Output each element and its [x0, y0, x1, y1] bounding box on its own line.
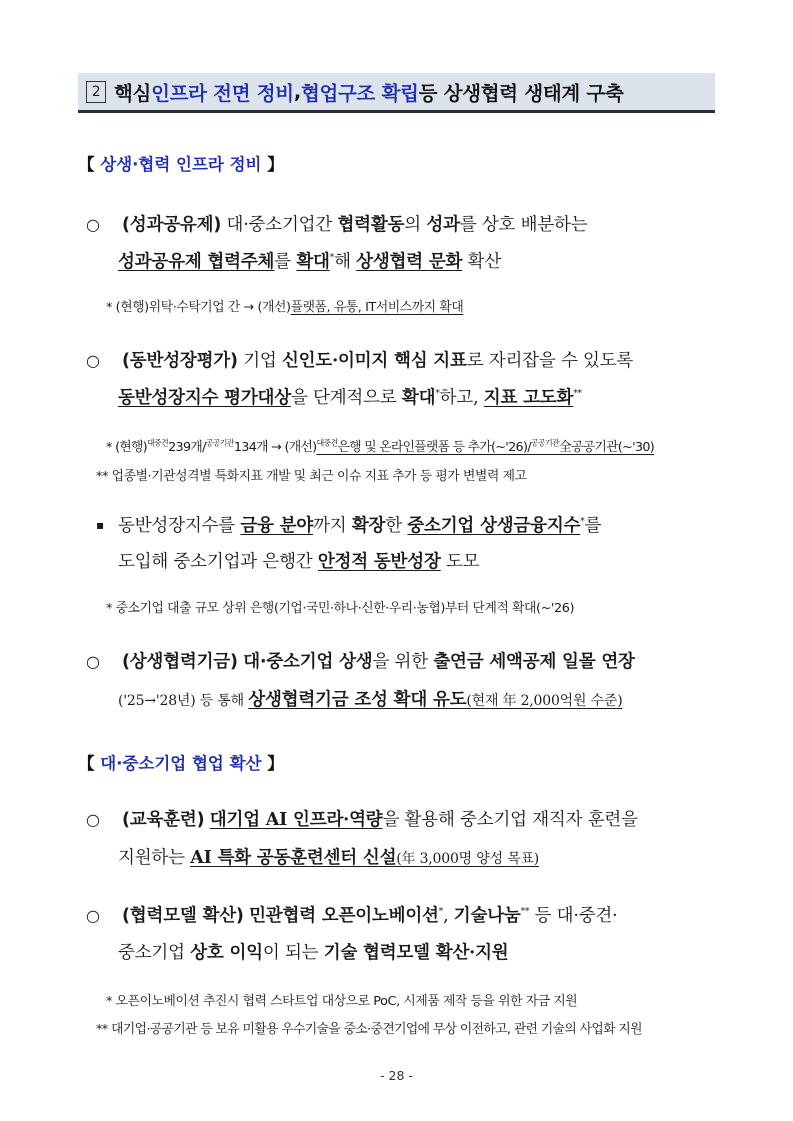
item4-line1	[86, 648, 635, 673]
section-header	[78, 73, 715, 113]
bold-text: 민관협력 오픈이노베이션	[249, 906, 439, 926]
item1-note	[106, 296, 463, 315]
text: 등 대·중견·	[529, 906, 618, 926]
bold-text: 기술 협력모델 확산·지원	[323, 943, 509, 963]
footnote-mark: *	[580, 517, 585, 528]
item2-note2: ** 업종별·기관성격별 특화지표 개발 및 최근 이슈 지표 추가 등 평가 변별력 제고	[96, 469, 527, 484]
text: 를 상호 배분하는	[459, 215, 588, 235]
superscript: 공공기관	[205, 438, 234, 448]
bracket-open: 【	[78, 754, 101, 773]
circle-bullet: ○	[86, 652, 100, 671]
text: 의	[404, 215, 427, 235]
bold-text: 출연금 세액공제 일몰 연장	[433, 652, 635, 672]
header-text-2: ,	[293, 80, 301, 103]
text: 기업	[237, 351, 282, 371]
item3-line1	[96, 512, 601, 537]
item1-line2	[118, 248, 501, 273]
item2-note1	[106, 436, 654, 455]
underlined-text: 중소기업 상생금융지수	[407, 516, 581, 536]
underlined-text: 확대	[296, 252, 330, 272]
superscript: 대중견	[146, 438, 169, 448]
subheading-title: 상생·협력 인프라 정비	[100, 155, 262, 174]
bracket-close: 】	[261, 155, 284, 174]
underlined-text: 대기업 AI 인프라·역량	[209, 810, 383, 830]
section-number: 2	[86, 81, 106, 103]
text: 를	[584, 516, 602, 536]
bold-text: 확대	[401, 388, 436, 408]
circle-bullet: ○	[86, 351, 100, 370]
text: 지원하는	[118, 848, 191, 868]
item6-line1	[86, 902, 618, 927]
text: ('25→'28년) 등 통해	[118, 693, 249, 709]
item3-note: * 중소기업 대출 규모 상위 은행(기업·국민·하나·신한·우리·농협)부터 단계적 확대(~'26)	[106, 601, 575, 616]
item4-line2	[118, 686, 622, 711]
item5-label: (교육훈련)	[122, 810, 205, 830]
item6-note1: * 오픈이노베이션 추진시 협력 스타트업 대상으로 PoC, 시제품 제작 등을 위한 자금 지원	[106, 994, 578, 1009]
header-text-3: 등 상생협력 생태계 구축	[418, 81, 624, 105]
text: 도입해 중소기업과 은행간	[118, 552, 318, 572]
text: 확산	[462, 252, 502, 272]
text: 을 활용해 중소기업 재직자 훈련을	[382, 810, 638, 830]
underlined-text: 금융 분야	[240, 516, 314, 536]
text: 239개/	[168, 440, 206, 455]
text: 도모	[440, 552, 480, 572]
item1-line1	[86, 211, 587, 236]
text: 한	[385, 516, 408, 536]
underlined-text: (年 3,000명 양성 목표)	[396, 851, 540, 867]
underlined-text: 지표 고도화	[483, 388, 574, 408]
underlined-text: 상생협력기금 조성 확대 유도	[248, 690, 467, 710]
header-highlight-2: 협업구조 확립	[300, 81, 419, 105]
header-highlight-1: 인프라 전면 정비	[151, 81, 294, 105]
item5-line1	[86, 806, 638, 831]
bold-text: 협력활동	[337, 215, 405, 235]
text: * (현행)	[106, 440, 147, 455]
item2-line2	[118, 384, 582, 409]
circle-bullet: ○	[86, 810, 100, 829]
footnote-mark: **	[573, 389, 582, 400]
circle-bullet: ○	[86, 906, 100, 925]
text: 대·중소기업간	[221, 215, 338, 235]
underlined-text: 플랫폼, 유통, IT서비스까지 확대	[290, 300, 464, 315]
item6-note2: ** 대기업·공공기관 등 보유 미활용 우수기술을 중소·중견기업에 무상 이전하고, 관련 기술의 사업화 지원	[96, 1022, 642, 1037]
text: * (현행)위탁·수탁기업 간 → (개선)	[106, 300, 291, 315]
subheading-title: 대·중소기업 협업 확산	[100, 754, 262, 773]
text: 동반성장지수를	[118, 516, 241, 536]
text: 해	[334, 252, 357, 272]
page-number: - 28 -	[380, 1068, 413, 1083]
item3-line2	[118, 548, 479, 573]
text: ,	[443, 906, 454, 926]
bracket-close: 】	[261, 754, 284, 773]
underlined-text: 동반성장지수 평가대상	[118, 388, 291, 408]
text: 을 위한	[372, 652, 434, 672]
bold-text: 신인도·이미지 핵심 지표	[281, 351, 467, 371]
superscript: 공공기관	[530, 438, 560, 448]
bracket-open: 【	[78, 155, 101, 174]
footnote-mark: *	[438, 907, 444, 918]
underlined-text: AI 특화 공동훈련센터 신설	[190, 848, 397, 868]
footnote-mark: *	[435, 389, 440, 400]
item2-line1	[86, 347, 633, 372]
item4-label: (상생협력기금)	[122, 652, 238, 672]
subheading-collaboration	[78, 750, 284, 774]
text: 중소기업	[118, 943, 191, 963]
bold-text: 상호 이익	[190, 943, 263, 963]
text: 을 단계적으로	[290, 388, 402, 408]
item6-line2	[118, 939, 508, 964]
bold-text: 확장	[351, 516, 386, 536]
bold-text: 성과	[426, 215, 460, 235]
item5-line2	[118, 844, 539, 869]
square-bullet: ▪	[96, 518, 104, 532]
text: 를	[274, 252, 297, 272]
underlined-text: 상생협력 문화	[356, 252, 463, 272]
text: 134개 → (개선)	[233, 440, 317, 455]
underlined-text: 성과공유제 협력주체	[118, 252, 275, 272]
item1-label: (성과공유제)	[122, 215, 222, 235]
text: 하고,	[439, 388, 484, 408]
underlined-text: 은행 및 온라인플랫폼 등 추가(~'26)/	[337, 440, 531, 455]
bold-text: 기술나눔	[453, 906, 521, 926]
item2-label: (동반성장평가)	[122, 351, 238, 371]
header-text-1: 핵심	[114, 81, 152, 105]
footnote-mark: **	[520, 907, 530, 918]
underlined-text: 全공공기관(~'30)	[559, 440, 655, 455]
circle-bullet: ○	[86, 215, 100, 234]
footnote-mark: *	[329, 253, 335, 264]
underlined-text: 안정적 동반성장	[317, 552, 441, 572]
text: 이 되는	[262, 943, 324, 963]
underlined-text: (현재 年 2,000억원 수준)	[466, 693, 623, 709]
text: 로 자리잡을 수 있도록	[466, 351, 634, 371]
subheading-infrastructure	[78, 151, 284, 175]
text: 까지	[313, 516, 352, 536]
superscript: 대중견	[316, 438, 338, 448]
bold-text: 대·중소기업 상생	[243, 652, 373, 672]
item6-label: (협력모델 확산)	[122, 906, 244, 926]
